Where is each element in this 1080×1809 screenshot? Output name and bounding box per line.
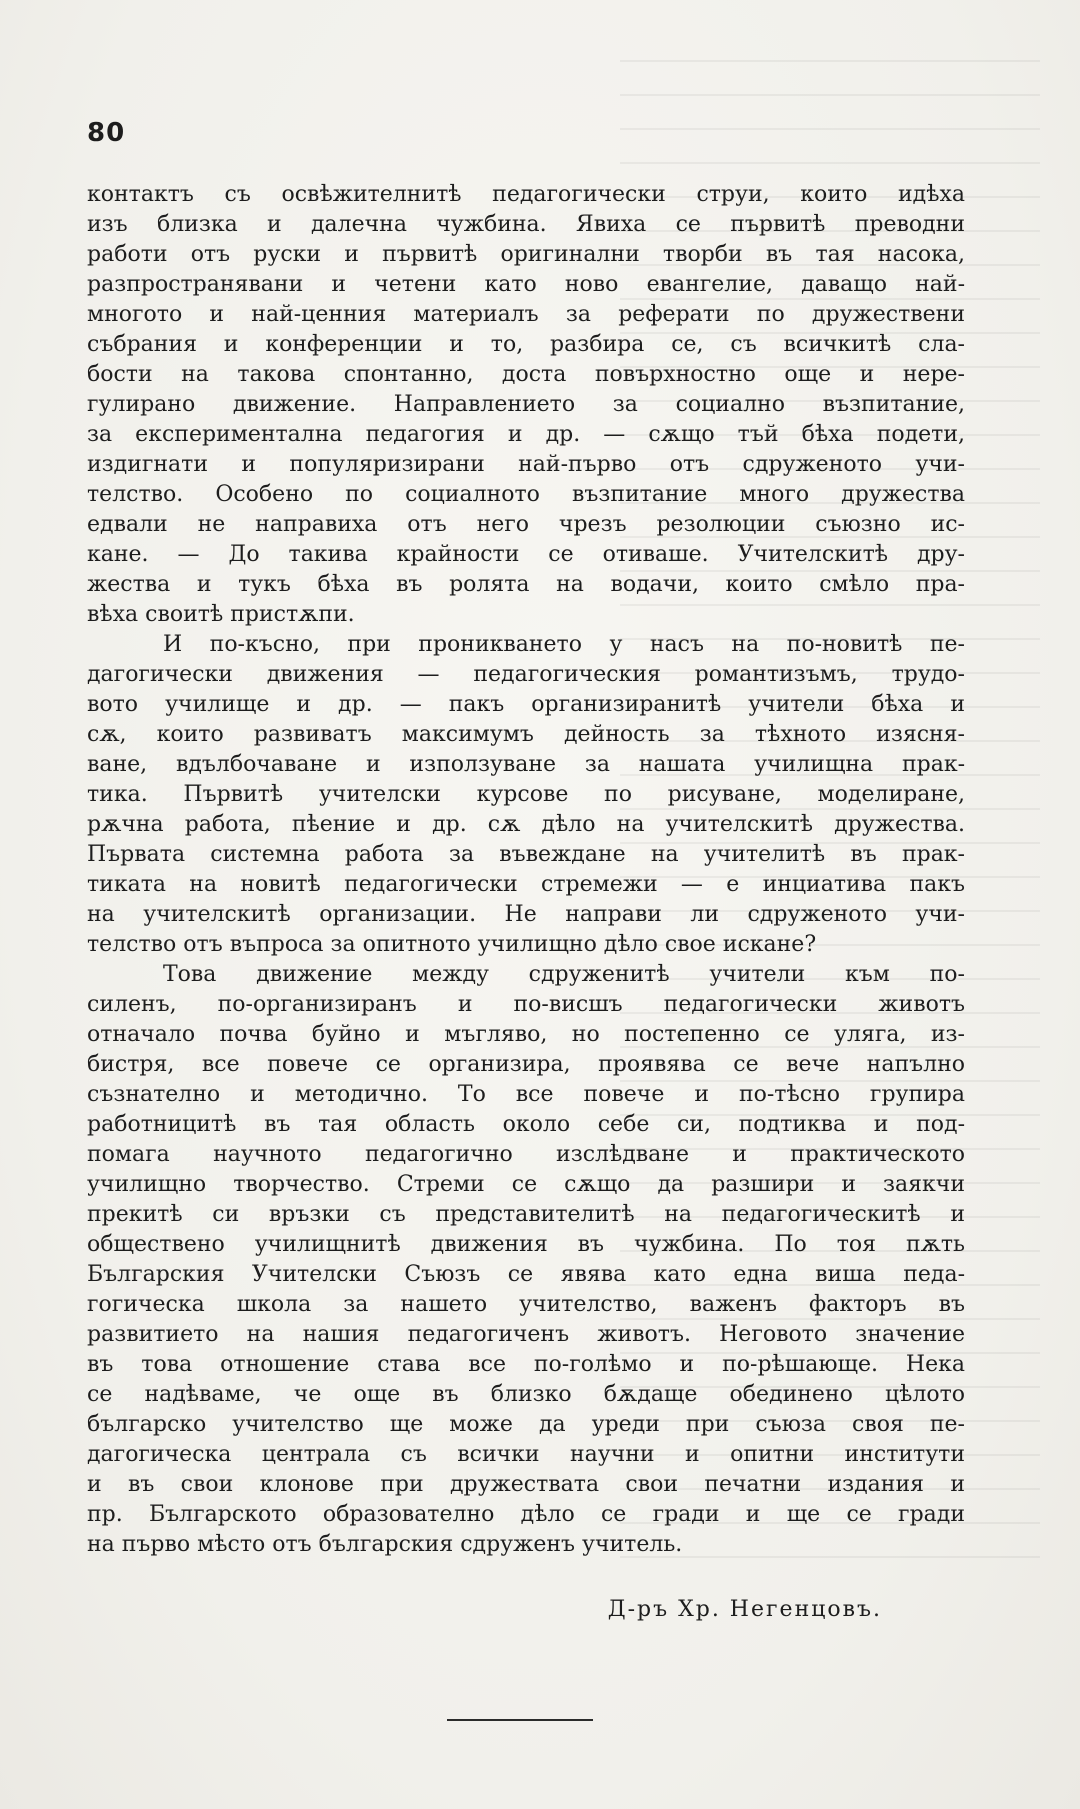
- text-line: дагогически движения — педагогическия романтизъмъ, трудо-: [87, 662, 965, 687]
- text-line: и въ свои клонове при дружествата свои печатни издания и: [87, 1472, 965, 1497]
- paragraph: [87, 180, 965, 630]
- text-line: контактъ съ освѣжителнитѣ педагогически струи, които идѣха: [87, 182, 965, 207]
- text-line: Българския Учителски Съюзъ се явява като една виша педа-: [87, 1262, 965, 1287]
- text-line: вѣха своитѣ пристѫпи.: [87, 602, 355, 627]
- text-line: телство отъ въпроса за опитното училищно дѣло свое искане?: [87, 932, 817, 957]
- paragraph: [87, 960, 965, 1560]
- text-line: въ това отношение става все по-голѣмо и по-рѣшающе. Нека: [87, 1352, 965, 1377]
- article-body: [87, 180, 965, 1560]
- text-line: дагогическа централа съ всички научни и опитни институти: [87, 1442, 965, 1467]
- text-line: за експериментална педагогия и др. — сѫщо тъй бѣха подети,: [87, 422, 965, 447]
- text-line: на учителскитѣ организации. Не направи ли сдруженото учи-: [87, 902, 965, 927]
- text-line: силенъ, по-организиранъ и по-висшъ педагогически животъ: [87, 992, 965, 1017]
- text-line: изъ близка и далечна чужбина. Явиха се първитѣ преводни: [87, 212, 965, 237]
- text-line: бистря, все повече се организира, проявява се вече напълно: [87, 1052, 965, 1077]
- text-line: отначало почва буйно и мъгляво, но постепенно се уляга, из-: [87, 1022, 965, 1047]
- text-line: бости на такова спонтанно, доста повърхностно още и нере-: [87, 362, 965, 387]
- text-line: на първо мѣсто отъ българския сдруженъ учитель.: [87, 1532, 683, 1557]
- text-line: тиката на новитѣ педагогически стремежи — е инциатива пакъ: [87, 872, 965, 897]
- text-line: българско учителство ще може да уреди при съюза своя пе-: [87, 1412, 965, 1437]
- text-line: обществено училищнитѣ движения въ чужбина. По тоя пѫть: [87, 1232, 965, 1257]
- text-line: ване, вдълбочаване и използуване за нашата училищна прак-: [87, 752, 965, 777]
- text-line: Първата системна работа за въвеждане на учителитѣ въ прак-: [87, 842, 965, 867]
- text-line: събрания и конференции и то, разбира се, съ всичкитѣ сла-: [87, 332, 965, 357]
- text-line: прекитѣ си връзки съ представителитѣ на педагогическитѣ и: [87, 1202, 965, 1227]
- text-line: разпространявани и четени като ново евангелие, даващо най-: [87, 272, 965, 297]
- text-line: издигнати и популяризирани най-първо отъ сдруженото учи-: [87, 452, 965, 477]
- text-line: съзнателно и методично. То все повече и по-тѣсно групира: [87, 1082, 965, 1107]
- text-line: тика. Първитѣ учителски курсове по рисуване, моделиране,: [87, 782, 965, 807]
- text-line: И по-късно, при проникването у насъ на по-новитѣ пе-: [163, 632, 965, 657]
- text-line: сѫ, които развиватъ максимумъ дейность за тѣхното изясня-: [87, 722, 965, 747]
- text-line: рѫчна работа, пѣение и др. сѫ дѣло на учителскитѣ дружества.: [87, 812, 965, 837]
- page-number: 80: [87, 118, 126, 148]
- text-line: кане. — До такива крайности се отиваше. Учителскитѣ дру-: [87, 542, 965, 567]
- text-line: телство. Особено по социалното възпитание много дружества: [87, 482, 965, 507]
- text-line: вото училище и др. — пакъ организиранитѣ учители бѣха и: [87, 692, 965, 717]
- text-line: развитието на нашия педагогиченъ животъ. Неговото значение: [87, 1322, 965, 1347]
- text-line: се надѣваме, че още въ близко бѫдаще обединено цѣлото: [87, 1382, 965, 1407]
- text-line: Това движение между сдруженитѣ учители към по-: [163, 962, 965, 987]
- text-line: училищно творчество. Стреми се сѫщо да разшири и заякчи: [87, 1172, 965, 1197]
- text-line: многото и най-ценния материалъ за реферати по дружествени: [87, 302, 965, 327]
- text-line: жества и тукъ бѣха въ ролята на водачи, които смѣло пра-: [87, 572, 965, 597]
- section-divider: [447, 1719, 593, 1721]
- author-signature: Д-ръ Хр. Негенцовъ.: [607, 1597, 882, 1622]
- text-line: едвали не направиха отъ него чрезъ резолюции съюзно ис-: [87, 512, 965, 537]
- text-line: пр. Българското образователно дѣло се гради и ще се гради: [87, 1502, 965, 1527]
- text-line: помага научното педагогично изслѣдване и практическото: [87, 1142, 965, 1167]
- text-line: гулирано движение. Направлението за социално възпитание,: [87, 392, 965, 417]
- text-line: работницитѣ въ тая область около себе си, подтиква и под-: [87, 1112, 965, 1137]
- paragraph: [87, 630, 965, 960]
- text-line: гогическа школа за нашето учителство, важенъ факторъ въ: [87, 1292, 965, 1317]
- text-line: работи отъ руски и първитѣ оригинални творби въ тая насока,: [87, 242, 965, 267]
